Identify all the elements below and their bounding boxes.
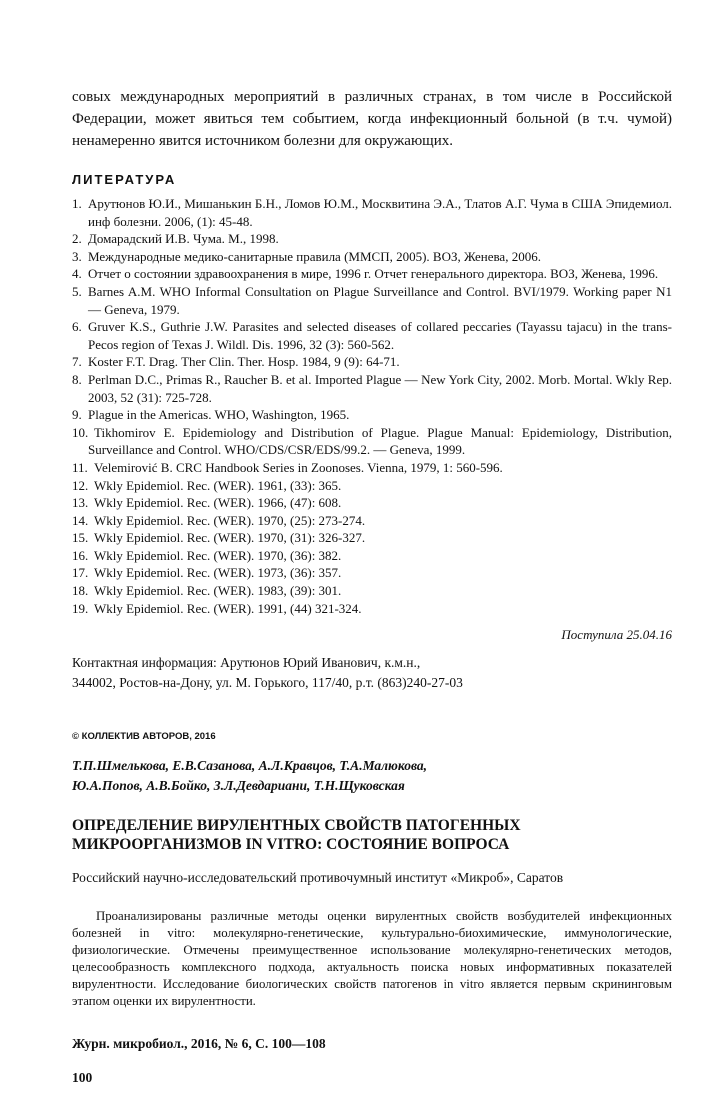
reference-item: 17. Wkly Epidemiol. Rec. (WER). 1973, (36): 357. [72,565,342,581]
article-title: ОПРЕДЕЛЕНИЕ ВИРУЛЕНТНЫХ СВОЙСТВ ПАТОГЕННЫХ МИКРООРГАНИЗМОВ IN VITRO: СОСТОЯНИЕ ВОПРОСА [72,817,521,854]
reference-item: 4. Отчет о состоянии здравоохранения в мире, 1996 г. Отчет генерального директора. ВОЗ, Женева, 1996. [72,266,659,282]
reference-item: 1. Арутюнов Ю.И., Мишанькин Б.Н., Ломов Ю.М., Москвитина Э.А., Тлатов А.Г. Чума в США Эпидемиол. инф болезни. 2006, (1): 45-48. [72,196,673,229]
authors-line-1: Т.П.Шмелькова, Е.В.Сазанова, А.Л.Кравцов, Т.А.Малюкова, [72,758,428,774]
journal-citation: Журн. микробиол., 2016, № 6, С. 100—108 [72,1036,326,1052]
reference-item: 6. Gruver K.S., Guthrie J.W. Parasites and selected diseases of collared peccaries (Tayassu tajacu) in the trans-Pecos region of Texas J. Wildl. Dis. 1996, 32 (3): 560-562. [72,319,672,352]
page-number: 100 [72,1070,93,1086]
institute-affiliation: Российский научно-исследовательский противочумный институт «Микроб», Саратов [72,870,564,886]
reference-item: 10. Tikhomirov E. Epidemiology and Distribution of Plague. Plague Manual: Epidemiology, Distribution, Surveillance and Control. WHO/CDS/CSR/EDS/99.2. — Geneva, 1999. [72,424,672,458]
reference-item: 18. Wkly Epidemiol. Rec. (WER). 1983, (39): 301. [72,583,342,599]
reference-item: 19. Wkly Epidemiol. Rec. (WER). 1991, (44) 321-324. [72,600,362,616]
intro-paragraph: совых международных мероприятий в различных странах, в том числе в Российской Федерации, может явиться тем событием, когда инфекционный больной (в т.ч. чумой) ненамеренно явится источником болезни для окружающих. [72,89,672,149]
received-date: Поступила 25.04.16 [561,627,672,643]
authors-line-2: Ю.А.Попов, А.В.Бойко, З.Л.Девдариани, Т.Н.Щуковская [72,778,405,794]
reference-item: 11. Velemirović B. CRC Handbook Series in Zoonoses. Vienna, 1979, 1: 560-596. [72,459,503,475]
reference-item: 13. Wkly Epidemiol. Rec. (WER). 1966, (47): 608. [72,495,342,511]
page-content [72,86,672,1086]
contact-line-2: 344002, Ростов-на-Дону, ул. М. Горького, 117/40, р.т. (863)240-27-03 [72,675,463,691]
reference-item: 2. Домарадский И.В. Чума. М., 1998. [72,231,279,247]
reference-item: 12. Wkly Epidemiol. Rec. (WER). 1961, (33): 365. [72,477,342,493]
reference-list [72,195,672,617]
reference-item: 14. Wkly Epidemiol. Rec. (WER). 1970, (25): 273-274. [72,512,366,528]
copyright-notice: © КОЛЛЕКТИВ АВТОРОВ, 2016 [72,731,216,743]
reference-item: 3. Международные медико-санитарные правила (ММСП, 2005). ВОЗ, Женева, 2006. [72,248,541,264]
reference-item: 8. Perlman D.C., Primas R., Raucher B. et al. Imported Plague — New York City, 2002. Morb. Mortal. Wkly Rep. 2003, 52 (31): 725-728. [72,371,672,405]
reference-item: 16. Wkly Epidemiol. Rec. (WER). 1970, (36): 382. [72,547,342,563]
authors [72,756,672,796]
reference-item: 9. Plague in the Americas. WHO, Washington, 1965. [72,407,350,423]
reference-item: 15. Wkly Epidemiol. Rec. (WER). 1970, (31): 326-327. [72,530,366,546]
abstract-paragraph: Проанализированы различные методы оценки вирулентных свойств возбудителей инфекционных болезней in vitro: молекулярно-генетические, культурально-биохимические, иммунологические, физиологические. Отмечены преимущественное использование молекулярно-генетических методов, целесообразность комплексного подхода, актуальность поиска новых информативных показателей вирулентности. Исследование биологических свойств патогенов in vitro является первым скрининговым этапом оценки их вирулентности. [72,909,672,1009]
contact-info [72,653,672,693]
reference-item: 5. Barnes A.M. WHO Informal Consultation on Plague Surveillance and Control. BVI/1979. Working paper N1 — Geneva, 1979. [72,283,672,317]
reference-item: 7. Koster F.T. Drag. Ther Clin. Ther. Hosp. 1984, 9 (9): 64-71. [72,354,400,370]
contact-line-1: Контактная информация: Арутюнов Юрий Иванович, к.м.н., [72,655,421,671]
literature-heading: ЛИТЕРАТУРА [72,172,177,187]
